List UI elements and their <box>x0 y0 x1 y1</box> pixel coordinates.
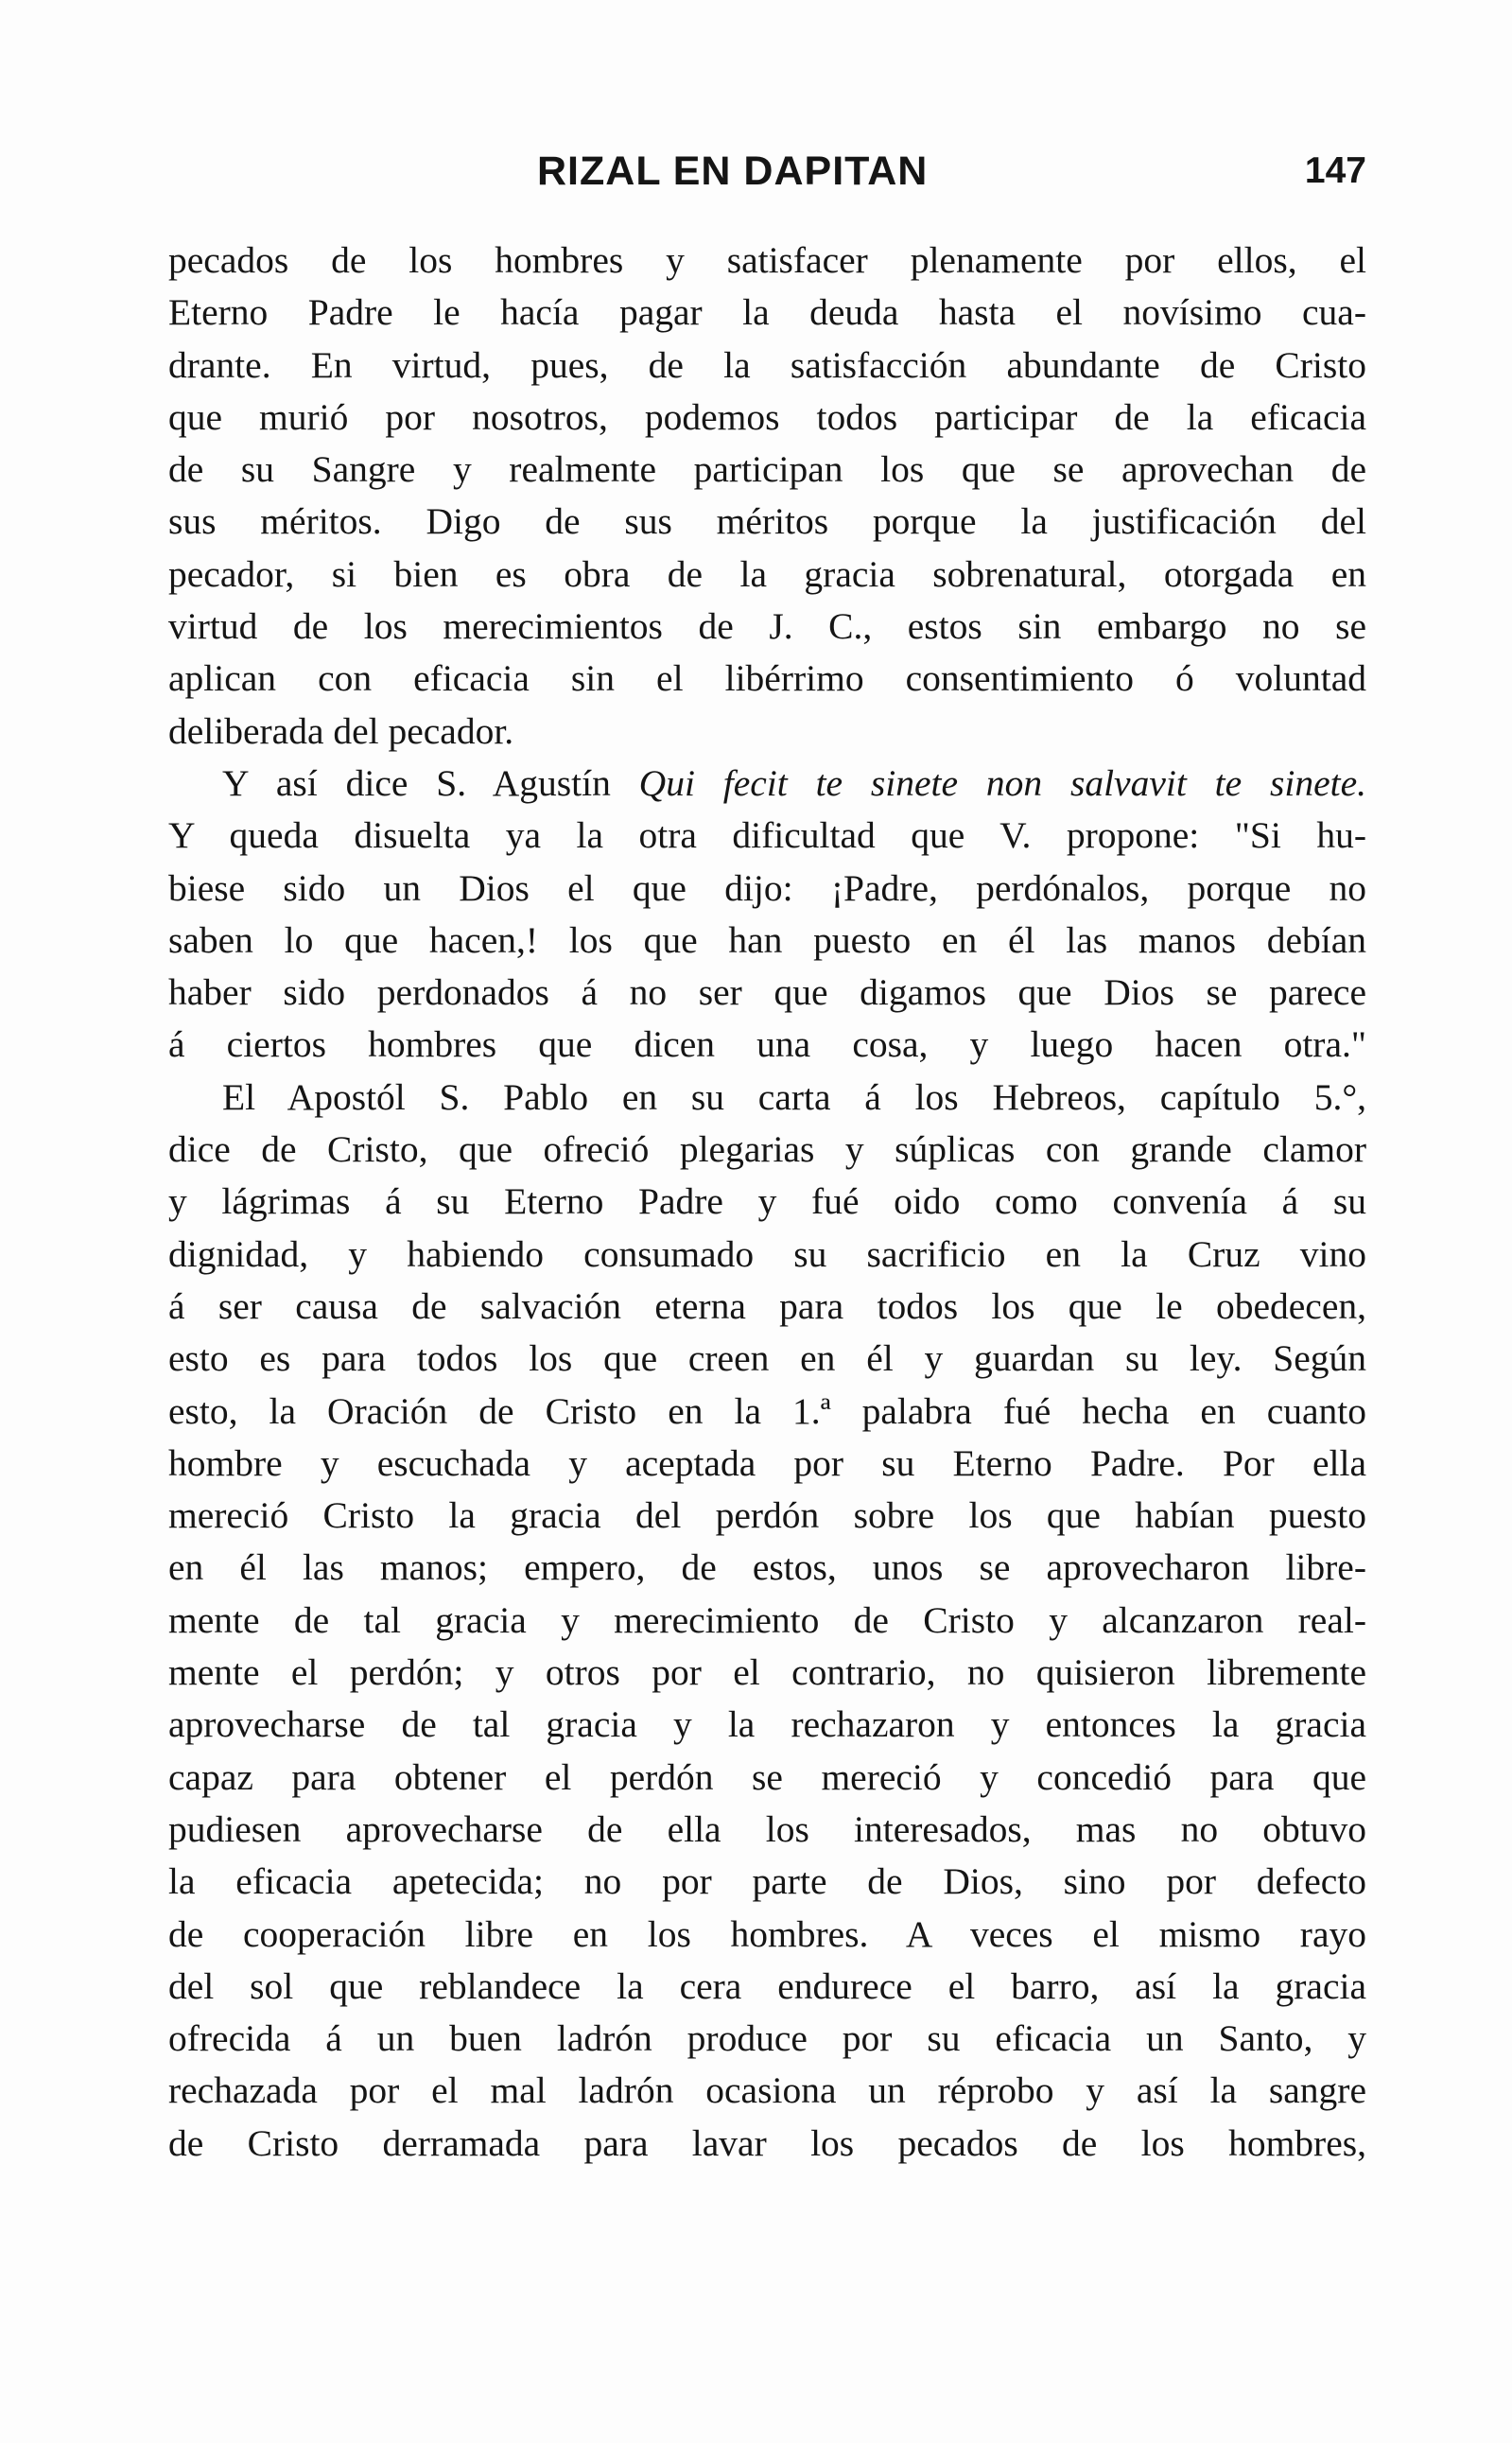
running-title: RIZAL EN DAPITAN <box>537 148 929 194</box>
text-line: drante. En virtud, pues, de la satisfacción abundante de Cristo <box>168 343 1366 386</box>
text-line: deliberada del pecador. <box>168 709 514 752</box>
text-line: virtud de los merecimientos de J. C., estos sin embargo no se <box>168 605 1366 648</box>
text-line: dignidad, y habiendo consumado su sacrificio en la Cruz vino <box>168 1232 1366 1275</box>
text-line: que murió por nosotros, podemos todos participar de la eficacia <box>168 395 1366 438</box>
text-line: á ser causa de salvación eterna para todos los que le obedecen, <box>168 1284 1366 1327</box>
text-line: capaz para obtener el perdón se mereció y concedió para que <box>168 1755 1366 1798</box>
text-line: de su Sangre y realmente participan los que se aprovechan de <box>168 448 1366 491</box>
text-line: mente el perdón; y otros por el contrario, no quisieron libremente <box>168 1651 1366 1694</box>
text-line: pecados de los hombres y satisfacer plenamente por ellos, el <box>168 239 1366 281</box>
text-line: pecador, si bien es obra de la gracia sobrenatural, otorgada en <box>168 552 1366 595</box>
text-line: biese sido un Dios el que dijo: ¡Padre, perdónalos, porque no <box>168 866 1366 909</box>
text-line: aplican con eficacia sin el libérrimo consentimiento ó voluntad <box>168 657 1366 700</box>
text-line: mereció Cristo la gracia del perdón sobre los que habían puesto <box>168 1494 1366 1537</box>
text-run: Y así dice S. Agustín <box>222 761 611 804</box>
text-line: sus méritos. Digo de sus méritos porque la justificación del <box>168 500 1366 543</box>
text-line: El Apostól S. Pablo en su carta á los Hebreos, capítulo 5.°, <box>222 1075 1366 1118</box>
text-line-with-quote <box>168 758 1366 810</box>
text-line: del sol que reblandece la cera endurece el barro, así la gracia <box>168 1964 1366 2007</box>
text-line: y lágrimas á su Eterno Padre y fué oido como convenía á su <box>168 1180 1366 1223</box>
text-line: haber sido perdonados á no ser que digamos que Dios se parece <box>168 971 1366 1014</box>
text-line: pudiesen aprovecharse de ella los interesados, mas no obtuvo <box>168 1807 1366 1850</box>
text-line: Eterno Padre le hacía pagar la deuda hasta el novísimo cua- <box>168 291 1366 334</box>
text-line: esto es para todos los que creen en él y guardan su ley. Según <box>168 1337 1366 1380</box>
text-line: en él las manos; empero, de estos, unos se aprovecharon libre- <box>168 1546 1366 1589</box>
text-line: dice de Cristo, que ofreció plegarias y súplicas con grande clamor <box>168 1128 1366 1171</box>
page-number: 147 <box>1304 150 1366 191</box>
text-line: saben lo que hacen,! los que han puesto en él las manos debían <box>168 918 1366 961</box>
text-line: aprovecharse de tal gracia y la rechazaron y entonces la gracia <box>168 1703 1366 1746</box>
text-line: esto, la Oración de Cristo en la 1.ª palabra fué hecha en cuanto <box>168 1389 1366 1432</box>
text-line: rechazada por el mal ladrón ocasiona un réprobo y así la sangre <box>168 2069 1366 2112</box>
latin-quote: Qui fecit te sinete non salvavit te sinete. <box>638 761 1366 804</box>
text-line: hombre y escuchada y aceptada por su Eterno Padre. Por ella <box>168 1441 1366 1484</box>
text-line: la eficacia apetecida; no por parte de Dios, sino por defecto <box>168 1860 1366 1903</box>
text-line: de cooperación libre en los hombres. A veces el mismo rayo <box>168 1912 1366 1955</box>
text-line: Y queda disuelta ya la otra dificultad que V. propone: "Si hu- <box>168 814 1366 857</box>
body-text <box>168 235 1366 2170</box>
text-line: mente de tal gracia y merecimiento de Cristo y alcanzaron real- <box>168 1598 1366 1641</box>
text-line: á ciertos hombres que dicen una cosa, y luego hacen otra." <box>168 1023 1366 1066</box>
text-line: de Cristo derramada para lavar los pecados de los hombres, <box>168 2121 1366 2164</box>
page-header <box>168 142 1366 201</box>
text-line: ofrecida á un buen ladrón produce por su eficacia un Santo, y <box>168 2017 1366 2060</box>
